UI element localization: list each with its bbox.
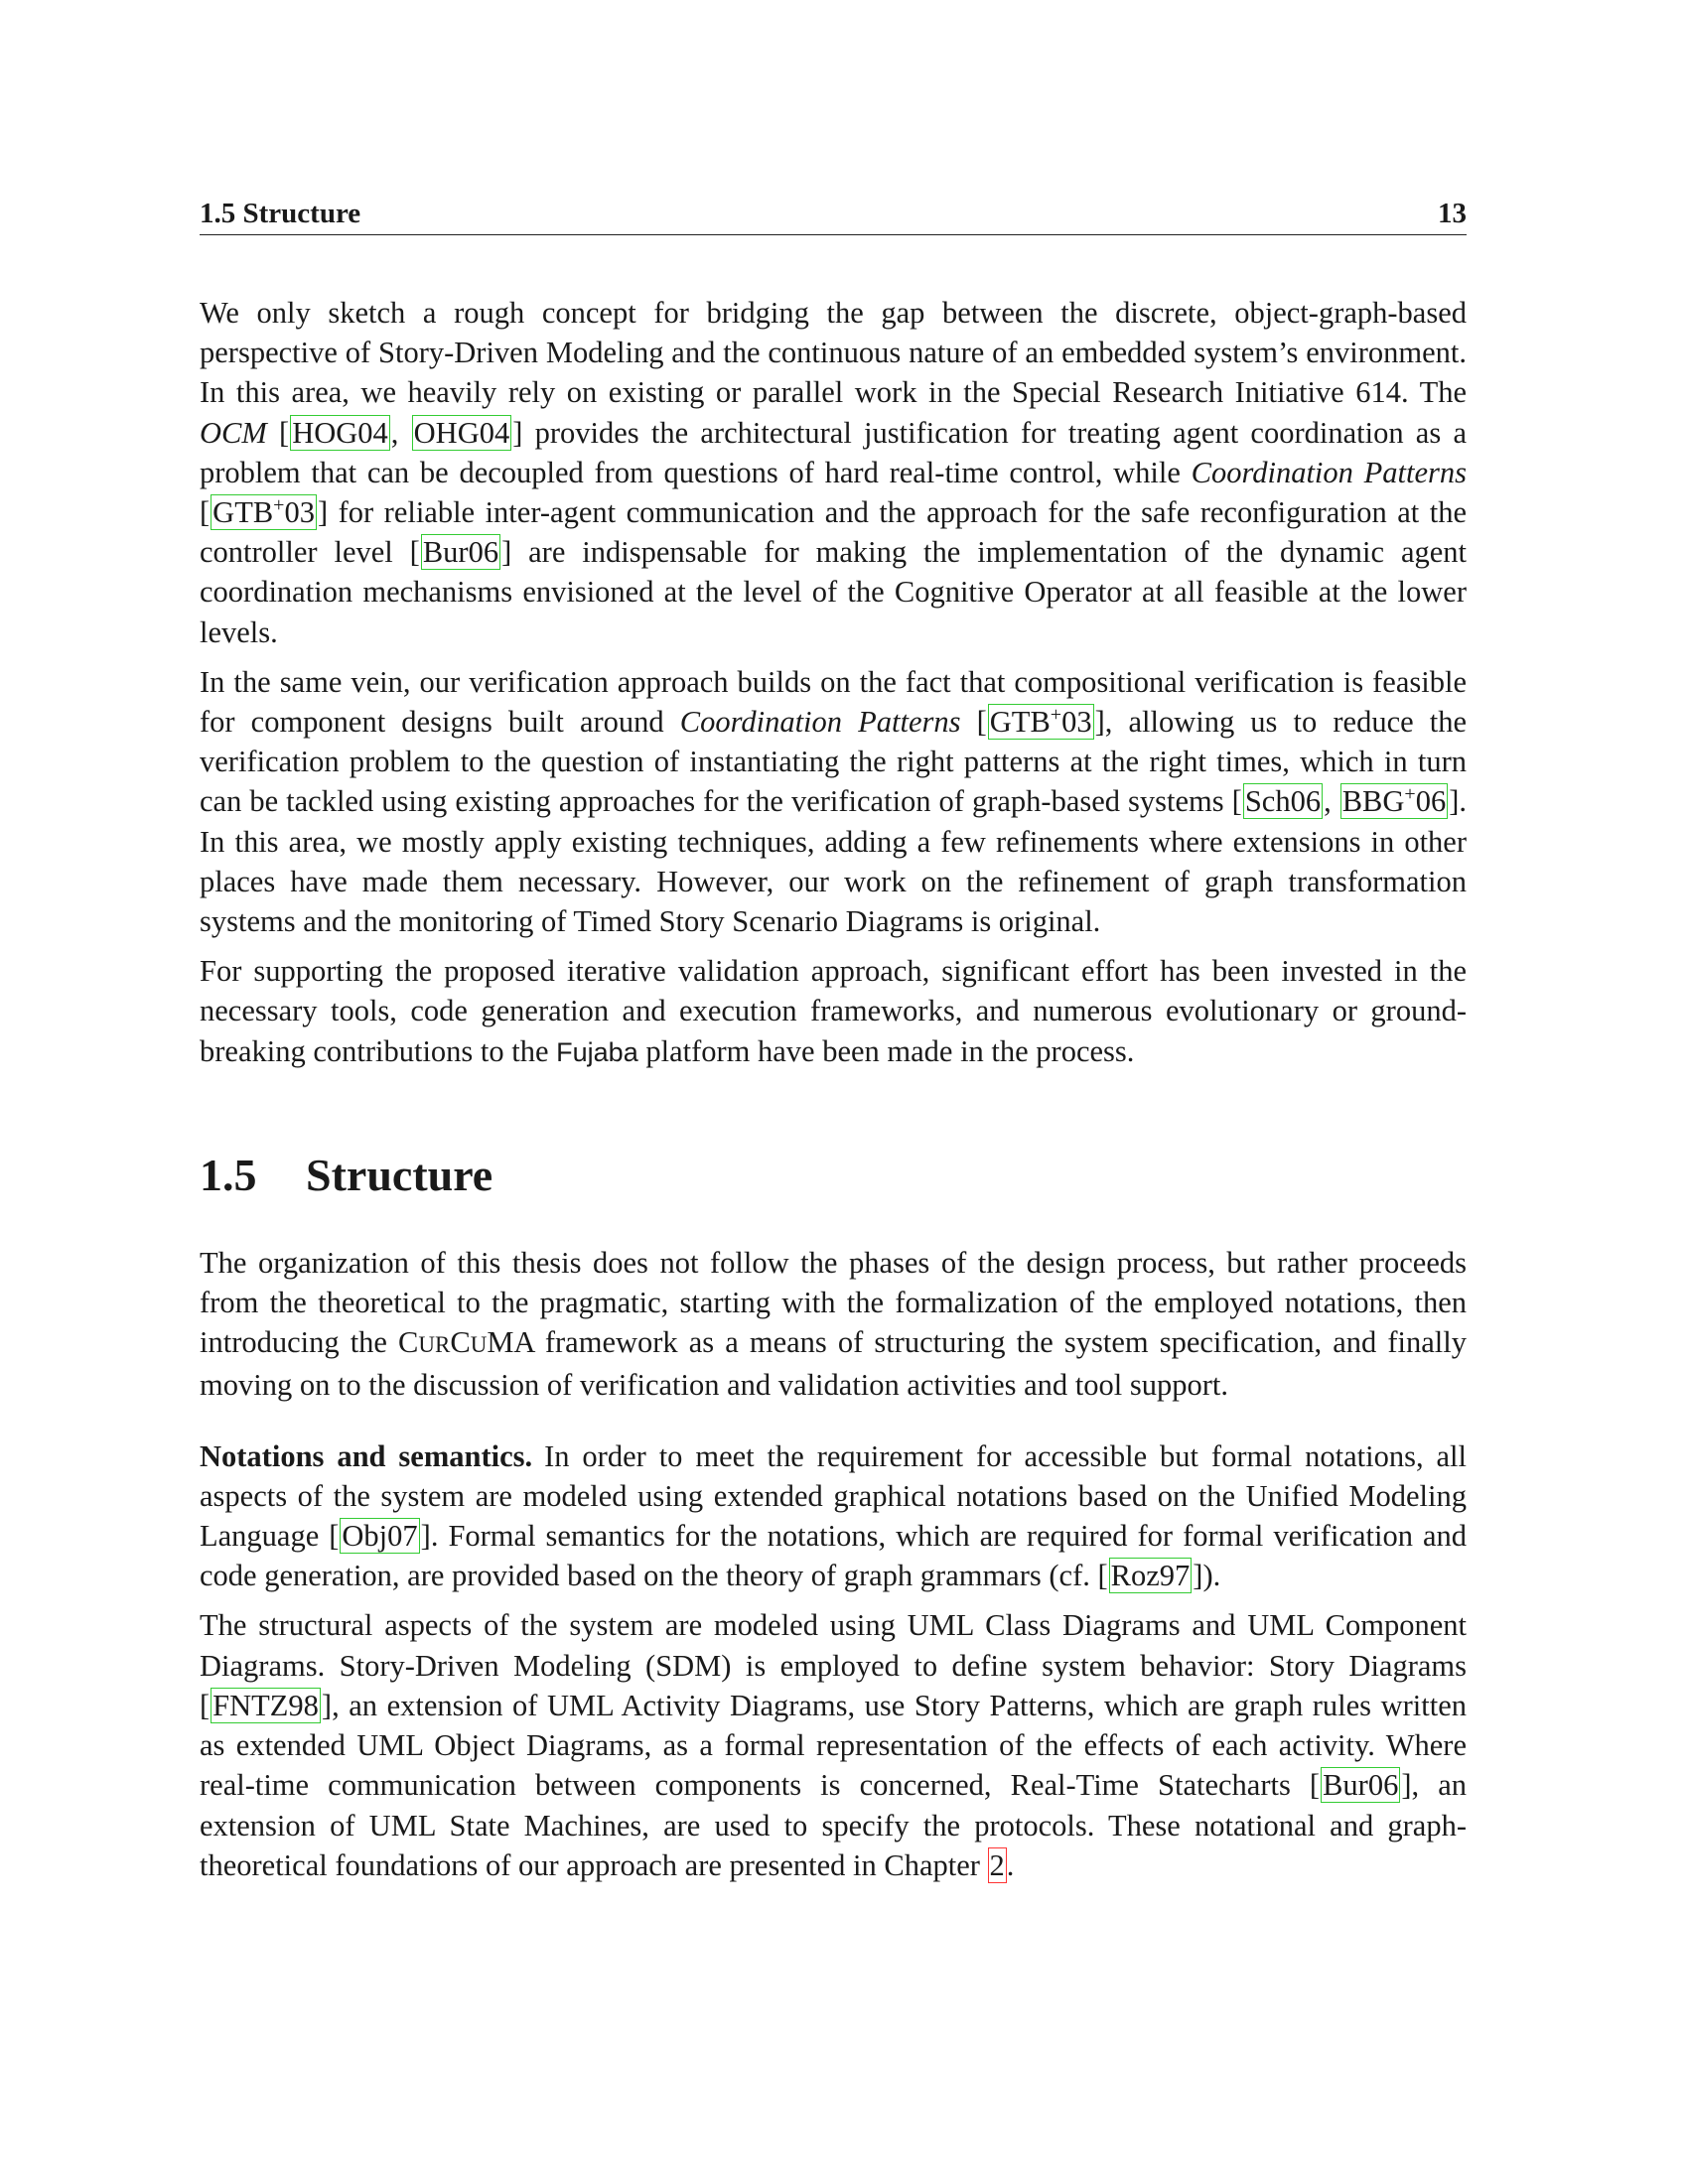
section-heading [200, 1148, 1467, 1203]
citation-link[interactable]: Roz97 [1110, 1559, 1191, 1593]
text: For supporting the proposed iterative validation approach, significant effort has been invested in the necessary tools, code generation and execution frameworks, and numerous evolutionary or ground-breaking contributions to the [200, 954, 1467, 1068]
text: ]. Formal semantics for the notations, which are required for formal verification and code generation, are provided based on the theory of graph grammars (cf. [ [200, 1519, 1467, 1593]
text: platform have been made in the process. [637, 1033, 1135, 1068]
citation-link[interactable]: OHG04 [413, 415, 510, 450]
citation-sup: + [1404, 783, 1416, 806]
citation-link[interactable]: HOG04 [292, 415, 388, 450]
text: ] provides the architectural justification for treating agent coordination as a problem that can be decoupled from questions of hard real-time control, while [200, 415, 1467, 489]
curcuma-part: U [470, 1332, 488, 1358]
text: The structural aspects of the system are modeled using UML Class Diagrams and UML Component Diagrams. Story-Driven Modeling (SDM) is employed to define system behavior: Story Diagrams [ [200, 1608, 1467, 1722]
citation-text: GTB [989, 705, 1051, 740]
running-header [200, 197, 1467, 235]
section-title: Structure [306, 1149, 493, 1200]
coordination-patterns-term: Coordination Patterns [1191, 455, 1468, 489]
curcuma-part: C [450, 1325, 471, 1360]
citation-sup: + [273, 494, 285, 517]
text: The organization of this thesis does not follow the phases of the design process, but rather proceeds from the theoretical to the pragmatic, starting with the formalization of the employed notations, then introducing the [200, 1245, 1467, 1360]
citation-link[interactable]: Bur06 [422, 535, 499, 570]
citation-sup: + [1050, 704, 1062, 727]
text: ]. In this area, we mostly apply existing techniques, adding a few refinements where extensions in other places have made them necessary. However, our work on the refinement of graph transformation systems and the monitoring of Timed Story Scenario Diagrams is original. [200, 784, 1467, 939]
text: ], an extension of UML State Machines, are used to specify the protocols. These notational and graph-theoretical foundations of our approach are presented in Chapter [200, 1768, 1467, 1882]
curcuma-part: MA [487, 1325, 534, 1360]
text: ] are indispensable for making the implementation of the dynamic agent coordination mechanisms envisioned at the level of the Cognitive Operator at all feasible at the lower levels. [200, 535, 1468, 649]
curcuma-part: C [398, 1325, 419, 1360]
citation-link[interactable]: FNTZ98 [212, 1688, 319, 1722]
text: , [1324, 784, 1339, 819]
text: , [390, 415, 411, 450]
text: ] for reliable inter-agent communication and the approach for the safe reconfiguration at the controller level [ [200, 495, 1467, 570]
text: . [1006, 1847, 1015, 1882]
run-in-heading: Notations and semantics. [200, 1438, 533, 1473]
citation-link[interactable] [988, 704, 1094, 740]
text: framework as a means of structuring the system specification, and finally moving on to the discussion of verification and validation activities and tool support. [200, 1325, 1467, 1403]
paragraph-structural-aspects [200, 1605, 1467, 1884]
citation-link[interactable] [211, 494, 317, 530]
text: [ [200, 495, 211, 530]
curcuma-name [398, 1325, 534, 1359]
page [200, 197, 1467, 1885]
paragraph-organization [200, 1243, 1467, 1406]
citation-text: 03 [1061, 705, 1092, 740]
text: [ [266, 415, 290, 450]
running-header-section: 1.5 Structure [200, 198, 361, 229]
section-number: 1.5 [200, 1149, 257, 1200]
paragraph-intro-1 [200, 293, 1467, 652]
text: We only sketch a rough concept for bridging the gap between the discrete, object-graph-based perspective of Story-Driven Modeling and the continuous nature of an embedded system’s environment. In this area, we heavily rely on existing or parallel work in the Special Research Initiative 614. The [200, 296, 1467, 410]
citation-link[interactable]: Sch06 [1244, 784, 1322, 819]
citation-link[interactable]: Obj07 [342, 1519, 418, 1554]
page-number: 13 [1438, 198, 1467, 229]
citation-text: BBG [1341, 784, 1405, 819]
text: ], an extension of UML Activity Diagrams, use Story Patterns, which are graph rules written as extended UML Object Diagrams, as a formal representation of the effects of each activity. Where real-time communication between components is concerned, Real-Time Statecharts [ [200, 1688, 1467, 1803]
text: [ [960, 705, 987, 740]
text: In the same vein, our verification approach builds on the fact that compositional verification is feasible for component designs built around [200, 664, 1467, 740]
citation-link[interactable]: Bur06 [1323, 1768, 1399, 1803]
citation-link[interactable] [1340, 783, 1449, 819]
text: In order to meet the requirement for accessible but formal notations, all aspects of the system are modeled using extended graphical notations based on the Unified Modeling Language [ [200, 1438, 1467, 1554]
text: ], allowing us to reduce the verification problem to the question of instantiating the right patterns at the right times, which in turn can be tackled using existing approaches for the verification of graph-based systems [ [200, 705, 1468, 819]
ocm-term: OCM [200, 415, 267, 450]
citation-text: 06 [1415, 784, 1447, 819]
paragraph-notations [200, 1436, 1467, 1596]
curcuma-part: UR [418, 1332, 451, 1358]
citation-text: 03 [284, 495, 315, 530]
paragraph-intro-2 [200, 662, 1467, 941]
citation-text: GTB [212, 495, 274, 530]
paragraph-intro-3 [200, 951, 1467, 1072]
chapter-link[interactable]: 2 [989, 1847, 1005, 1882]
fujaba-name: Fujaba [556, 1036, 638, 1067]
text: ]). [1193, 1559, 1221, 1593]
coordination-patterns-term: Coordination Patterns [679, 705, 961, 740]
